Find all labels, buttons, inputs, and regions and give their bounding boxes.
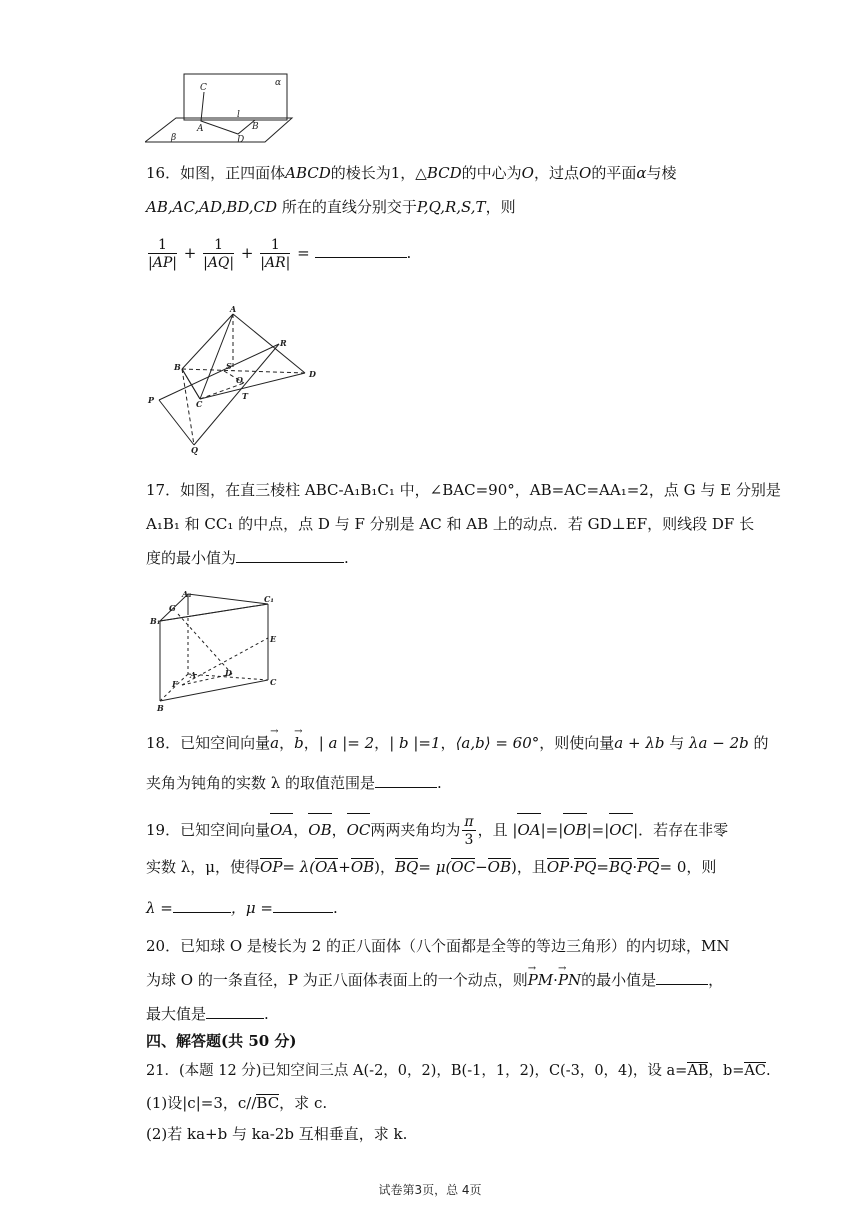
q19-mu-blank	[273, 898, 333, 913]
fig2-label-t: T	[242, 391, 248, 401]
fig2-label-p: P	[148, 395, 155, 405]
fig3-label-g: G	[169, 603, 176, 613]
q19-lambda-blank	[173, 898, 231, 913]
fig2-label-o: O	[236, 375, 243, 385]
fig1-label-c: C	[200, 83, 207, 93]
q18-answer-blank	[375, 773, 437, 788]
q18-line2: 夹角为钝角的实数 λ 的取值范围是 .	[146, 774, 442, 792]
q20-line2: 为球 O 的一条直径，P 为正八面体表面上的一个动点，则→ PM·→ PN的最小值是 ，	[146, 970, 723, 990]
fraction-ar: $\frac{1}{|AR|}$	[260, 236, 291, 271]
fig2-label-s: S	[226, 361, 232, 371]
fig1-label-a: A	[197, 124, 204, 134]
q20-max-blank	[206, 1004, 264, 1019]
fig1-label-beta: β	[171, 133, 177, 143]
fig3-label-a: A	[190, 670, 197, 680]
q21-line1: 21．(本题 12 分)已知空间三点 A(-2，0，2)，B(-1，1，2)，C(-3，0，4)，设 a=AB，b=AC.	[146, 1063, 771, 1079]
q19-line1: 19．已知空间向量OA，OB，OC两两夹角均为 $\frac{\pi}{3}$ ，且 |OA|=|OB|=|OC|．若存在非零	[146, 813, 729, 848]
q21-line2: (1)设|c|=3，c//BC，求 c.	[146, 1094, 328, 1112]
fig3-label-c: C	[270, 677, 277, 687]
q16-answer-blank	[315, 243, 407, 258]
q17-answer-blank	[236, 548, 344, 563]
fraction-pi-3: $\frac{\pi}{3}$	[464, 813, 474, 848]
fraction-ap: $\frac{1}{|AP|}$	[148, 236, 177, 271]
fig2-label-a: A	[230, 304, 237, 314]
fig3-label-b1: B₁	[150, 616, 161, 626]
fig3-label-d: D	[225, 668, 232, 678]
fig3-label-b: B	[157, 703, 164, 713]
q17-line3: 度的最小值为 .	[146, 549, 349, 567]
fig1-label-b: B	[252, 122, 259, 132]
q20-min-blank	[656, 970, 708, 985]
fig3-label-e: E	[270, 634, 277, 644]
q19-line3: λ = ，μ = .	[146, 899, 338, 917]
q21-line3: (2)若 ka+b 与 ka-2b 互相垂直，求 k.	[146, 1125, 408, 1143]
fig2-label-c: C	[196, 399, 203, 409]
fig3-label-a1: A₁	[182, 590, 192, 599]
q16-line2: AB,AC,AD,BD,CD 所在的直线分别交于P,Q,R,S,T，则	[146, 198, 516, 216]
q20-line1: 20．已知球 O 是棱长为 2 的正八面体（八个面都是全等的等边三角形）的内切球，MN	[146, 937, 730, 955]
fig2-label-r: R	[280, 338, 287, 348]
q17-line2: A₁B₁ 和 CC₁ 的中点，点 D 与 F 分别是 AC 和 AB 上的动点．若 GD⊥EF，则线段 DF 长	[146, 515, 755, 533]
page-footer: 试卷第3页，总 4页	[378, 1183, 482, 1197]
fig1-label-l: l	[237, 110, 240, 120]
q20-line3: 最大值是 .	[146, 1005, 269, 1023]
fig2-label-q: Q	[191, 445, 198, 455]
fraction-aq: $\frac{1}{|AQ|}$	[203, 236, 235, 271]
fig3-label-c1: C₁	[264, 594, 274, 604]
fig2-label-d: D	[309, 369, 316, 379]
fig1-label-alpha: α	[275, 78, 282, 88]
q18-line1: 18．已知空间向量→ a，→ b，| a |= 2，| b |=1，⟨a,b⟩ = 60°，则使向量a + λb 与 λa − 2b 的	[146, 733, 769, 753]
q16-line1: 16．如图，正四面体ABCD的棱长为1，△BCD的中心为O，过点O的平面α与棱	[146, 164, 677, 182]
fig3-label-f: F	[172, 679, 178, 689]
figure-tetrahedron	[144, 303, 324, 455]
fig1-label-d: D	[237, 135, 245, 145]
fig2-label-b: B	[174, 362, 181, 372]
q17-line1: 17．如图，在直三棱柱 ABC-A₁B₁C₁ 中，∠BAC=90°，AB=AC=AA₁=2，点 G 与 E 分别是	[146, 481, 781, 499]
q19-line2: 实数 λ，μ，使得OP= λ(OA+OB)，BQ= μ(OC−OB)，且OP·PQ=BQ·PQ= 0，则	[146, 858, 717, 876]
figure-plane-diagram	[145, 70, 295, 150]
figure-prism	[146, 590, 281, 715]
section-title: 四、解答题(共 50 分)	[146, 1032, 297, 1050]
q16-formula: $\frac{1}{|AP|}$ + $\frac{1}{|AQ|}$ + $\frac{1}{|AR|}$ = .	[148, 236, 412, 271]
